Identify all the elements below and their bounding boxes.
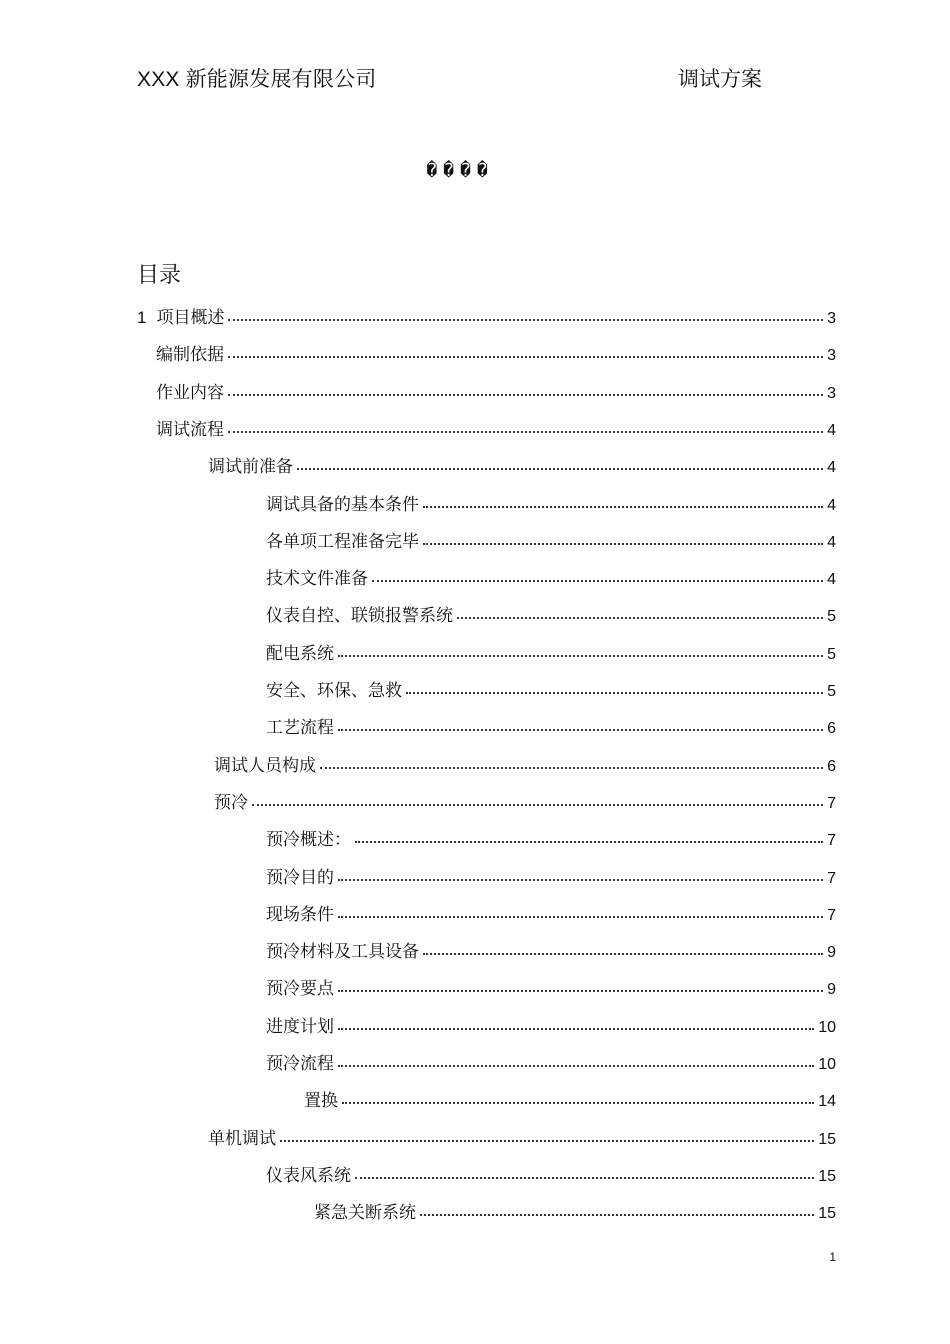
toc-entry[interactable]: [266, 825, 836, 849]
toc-dot-leader: [457, 617, 823, 619]
toc-entry-text: 配电系统: [266, 643, 334, 663]
toc-entry[interactable]: [137, 303, 836, 327]
toc-entry[interactable]: [214, 751, 836, 775]
toc-heading: 目录: [137, 262, 182, 287]
toc-entry-text: 作业内容: [156, 382, 224, 402]
toc-entry[interactable]: [266, 713, 836, 737]
toc-entry-label: [266, 639, 338, 664]
toc-dot-leader: [406, 692, 823, 694]
toc-entry-text: 预冷: [214, 792, 248, 812]
toc-entry-page: 9: [827, 944, 836, 962]
toc-entry[interactable]: [266, 900, 836, 924]
toc-entry-text: 进度计划: [266, 1016, 334, 1036]
toc-entry-label: [266, 825, 355, 850]
toc-entry-text: 项目概述: [156, 308, 225, 327]
toc-dot-leader: [252, 804, 823, 806]
garbled-title: ����: [426, 160, 494, 181]
toc-entry-text: 调试人员构成: [214, 755, 316, 775]
toc-entry-label: [266, 490, 423, 515]
toc-dot-leader: [228, 394, 823, 396]
toc-dot-leader: [228, 356, 823, 358]
toc-entry-label: [266, 601, 457, 626]
toc-entry-page: 10: [818, 1018, 836, 1036]
toc-dot-leader: [338, 655, 823, 657]
toc-dot-leader: [338, 879, 823, 881]
toc-entry-label: [266, 937, 423, 962]
toc-entry-label: [266, 527, 423, 552]
toc-entry-label: [214, 751, 320, 776]
toc-entry-text: 调试具备的基本条件: [266, 494, 419, 514]
toc-entry-label: [156, 415, 228, 440]
toc-dot-leader: [355, 1177, 814, 1179]
toc-entry-page: 4: [827, 571, 836, 589]
toc-entry[interactable]: [314, 1198, 836, 1222]
toc-dot-leader: [320, 767, 823, 769]
toc-entry-text: 预冷要点: [266, 979, 334, 999]
toc-entry-label: [208, 452, 297, 477]
toc-entry-page: 4: [827, 533, 836, 551]
toc-entry-text: 安全、环保、急救: [266, 681, 402, 700]
toc-entry[interactable]: [266, 1161, 836, 1185]
toc-entry-page: 9: [827, 981, 836, 999]
toc-entry-label: [266, 900, 338, 925]
toc-entry[interactable]: [266, 564, 836, 588]
toc-entry-label: [266, 1161, 355, 1186]
toc-entry-label: [314, 1198, 420, 1223]
toc-entry-label: [266, 1049, 338, 1074]
toc-entry-page: 3: [827, 347, 836, 365]
toc-entry[interactable]: [156, 378, 836, 402]
toc-entry-label: [266, 863, 338, 888]
toc-entry[interactable]: [304, 1086, 836, 1110]
toc-entry[interactable]: [266, 1049, 836, 1073]
toc-entry-page: 3: [827, 310, 836, 327]
toc-entry[interactable]: [208, 452, 836, 476]
toc-dot-leader: [372, 580, 823, 582]
toc-entry[interactable]: [156, 415, 836, 439]
toc-dot-leader: [228, 431, 823, 433]
toc-entry-label: [304, 1086, 342, 1111]
toc-entry-page: 4: [827, 496, 836, 514]
toc-entry-text: 各单项工程准备完毕: [266, 531, 419, 551]
toc-dot-leader: [420, 1214, 814, 1216]
toc-entry-label: [266, 713, 338, 738]
toc-entry-text: 预冷流程: [266, 1054, 334, 1073]
toc-entry-page: 4: [827, 421, 836, 439]
toc-dot-leader: [355, 841, 823, 843]
toc-entry[interactable]: [208, 1124, 836, 1148]
page-header-doc-type: 调试方案: [678, 68, 762, 91]
toc-entry-page: 7: [827, 869, 836, 887]
toc-entry-text: 单机调试: [208, 1128, 276, 1148]
toc-entry[interactable]: [266, 937, 836, 961]
toc-entry-text: 现场条件: [266, 904, 334, 924]
toc-dot-leader: [338, 1065, 814, 1067]
toc-entry[interactable]: [266, 974, 836, 998]
toc-entry-label: [156, 340, 228, 365]
toc-dot-leader: [338, 729, 823, 731]
toc-entry-label: [137, 303, 228, 328]
toc-entry-text: 置换: [304, 1091, 338, 1111]
toc-dot-leader: [423, 506, 823, 508]
toc-entry-page: 4: [827, 459, 836, 477]
toc-entry[interactable]: [266, 639, 836, 663]
toc-entry-text: 预冷目的: [266, 867, 334, 887]
toc-entry[interactable]: [266, 863, 836, 887]
toc-entry-text: 仪表风系统: [266, 1165, 351, 1185]
toc-entry-label: [266, 974, 338, 999]
toc-entry-page: 15: [818, 1130, 836, 1148]
toc-entry-page: 7: [827, 794, 836, 812]
toc-dot-leader: [423, 543, 823, 545]
toc-entry-text: 预冷材料及工具设备: [266, 942, 419, 962]
footer-page-number: 1: [829, 1250, 836, 1264]
toc-entry-page: 10: [818, 1056, 836, 1073]
toc-dot-leader: [297, 468, 823, 470]
toc-entry-text: 仪表自控、联锁报警系统: [266, 606, 453, 626]
toc-entry-label: [214, 788, 252, 813]
toc-entry-page: 5: [827, 608, 836, 626]
toc-entry[interactable]: [266, 490, 836, 514]
toc-dot-leader: [338, 1028, 814, 1030]
toc-dot-leader: [338, 916, 823, 918]
toc-entry-text: 技术文件准备: [266, 569, 368, 589]
toc-dot-leader: [423, 953, 823, 955]
toc-entry-page: 6: [827, 720, 836, 738]
toc-entry-page: 5: [827, 683, 836, 700]
toc-entry-text: 预冷概述：: [266, 830, 351, 850]
toc-entry-label: [266, 1012, 338, 1037]
toc-entry[interactable]: [266, 676, 836, 700]
toc-entry-text: 调试流程: [156, 419, 224, 439]
toc-entry-label: [266, 676, 406, 701]
toc-entry[interactable]: [266, 1012, 836, 1036]
toc-entry-text: 工艺流程: [266, 718, 334, 738]
toc-entry-text: 调试前准备: [208, 457, 293, 477]
toc-entry-text: 编制依据: [156, 345, 224, 365]
toc-dot-leader: [342, 1102, 814, 1104]
toc-entry-page: 5: [827, 645, 836, 663]
toc-entry-page: 6: [827, 757, 836, 775]
toc-entry[interactable]: [266, 601, 836, 625]
toc-entry-number: 1: [137, 308, 147, 327]
toc-entry[interactable]: [266, 527, 836, 551]
toc-entry-page: 3: [827, 384, 836, 402]
toc-entry-label: [266, 564, 372, 589]
toc-dot-leader: [280, 1140, 814, 1142]
toc-entry-page: 15: [818, 1205, 836, 1223]
toc-entry[interactable]: [214, 788, 836, 812]
page-header-company: XXX 新能源发展有限公司: [137, 68, 377, 91]
toc-dot-leader: [228, 319, 823, 321]
toc-entry-label: [156, 378, 228, 403]
toc-entry-page: 7: [827, 906, 836, 924]
toc-entry-page: 15: [818, 1167, 836, 1185]
toc-entry-text: 紧急关断系统: [314, 1203, 416, 1223]
toc-entry-label: [208, 1124, 280, 1149]
toc-entry-page: 14: [818, 1093, 836, 1111]
toc-entry-page: 7: [827, 832, 836, 850]
toc-dot-leader: [338, 990, 823, 992]
toc-entry[interactable]: [156, 340, 836, 364]
